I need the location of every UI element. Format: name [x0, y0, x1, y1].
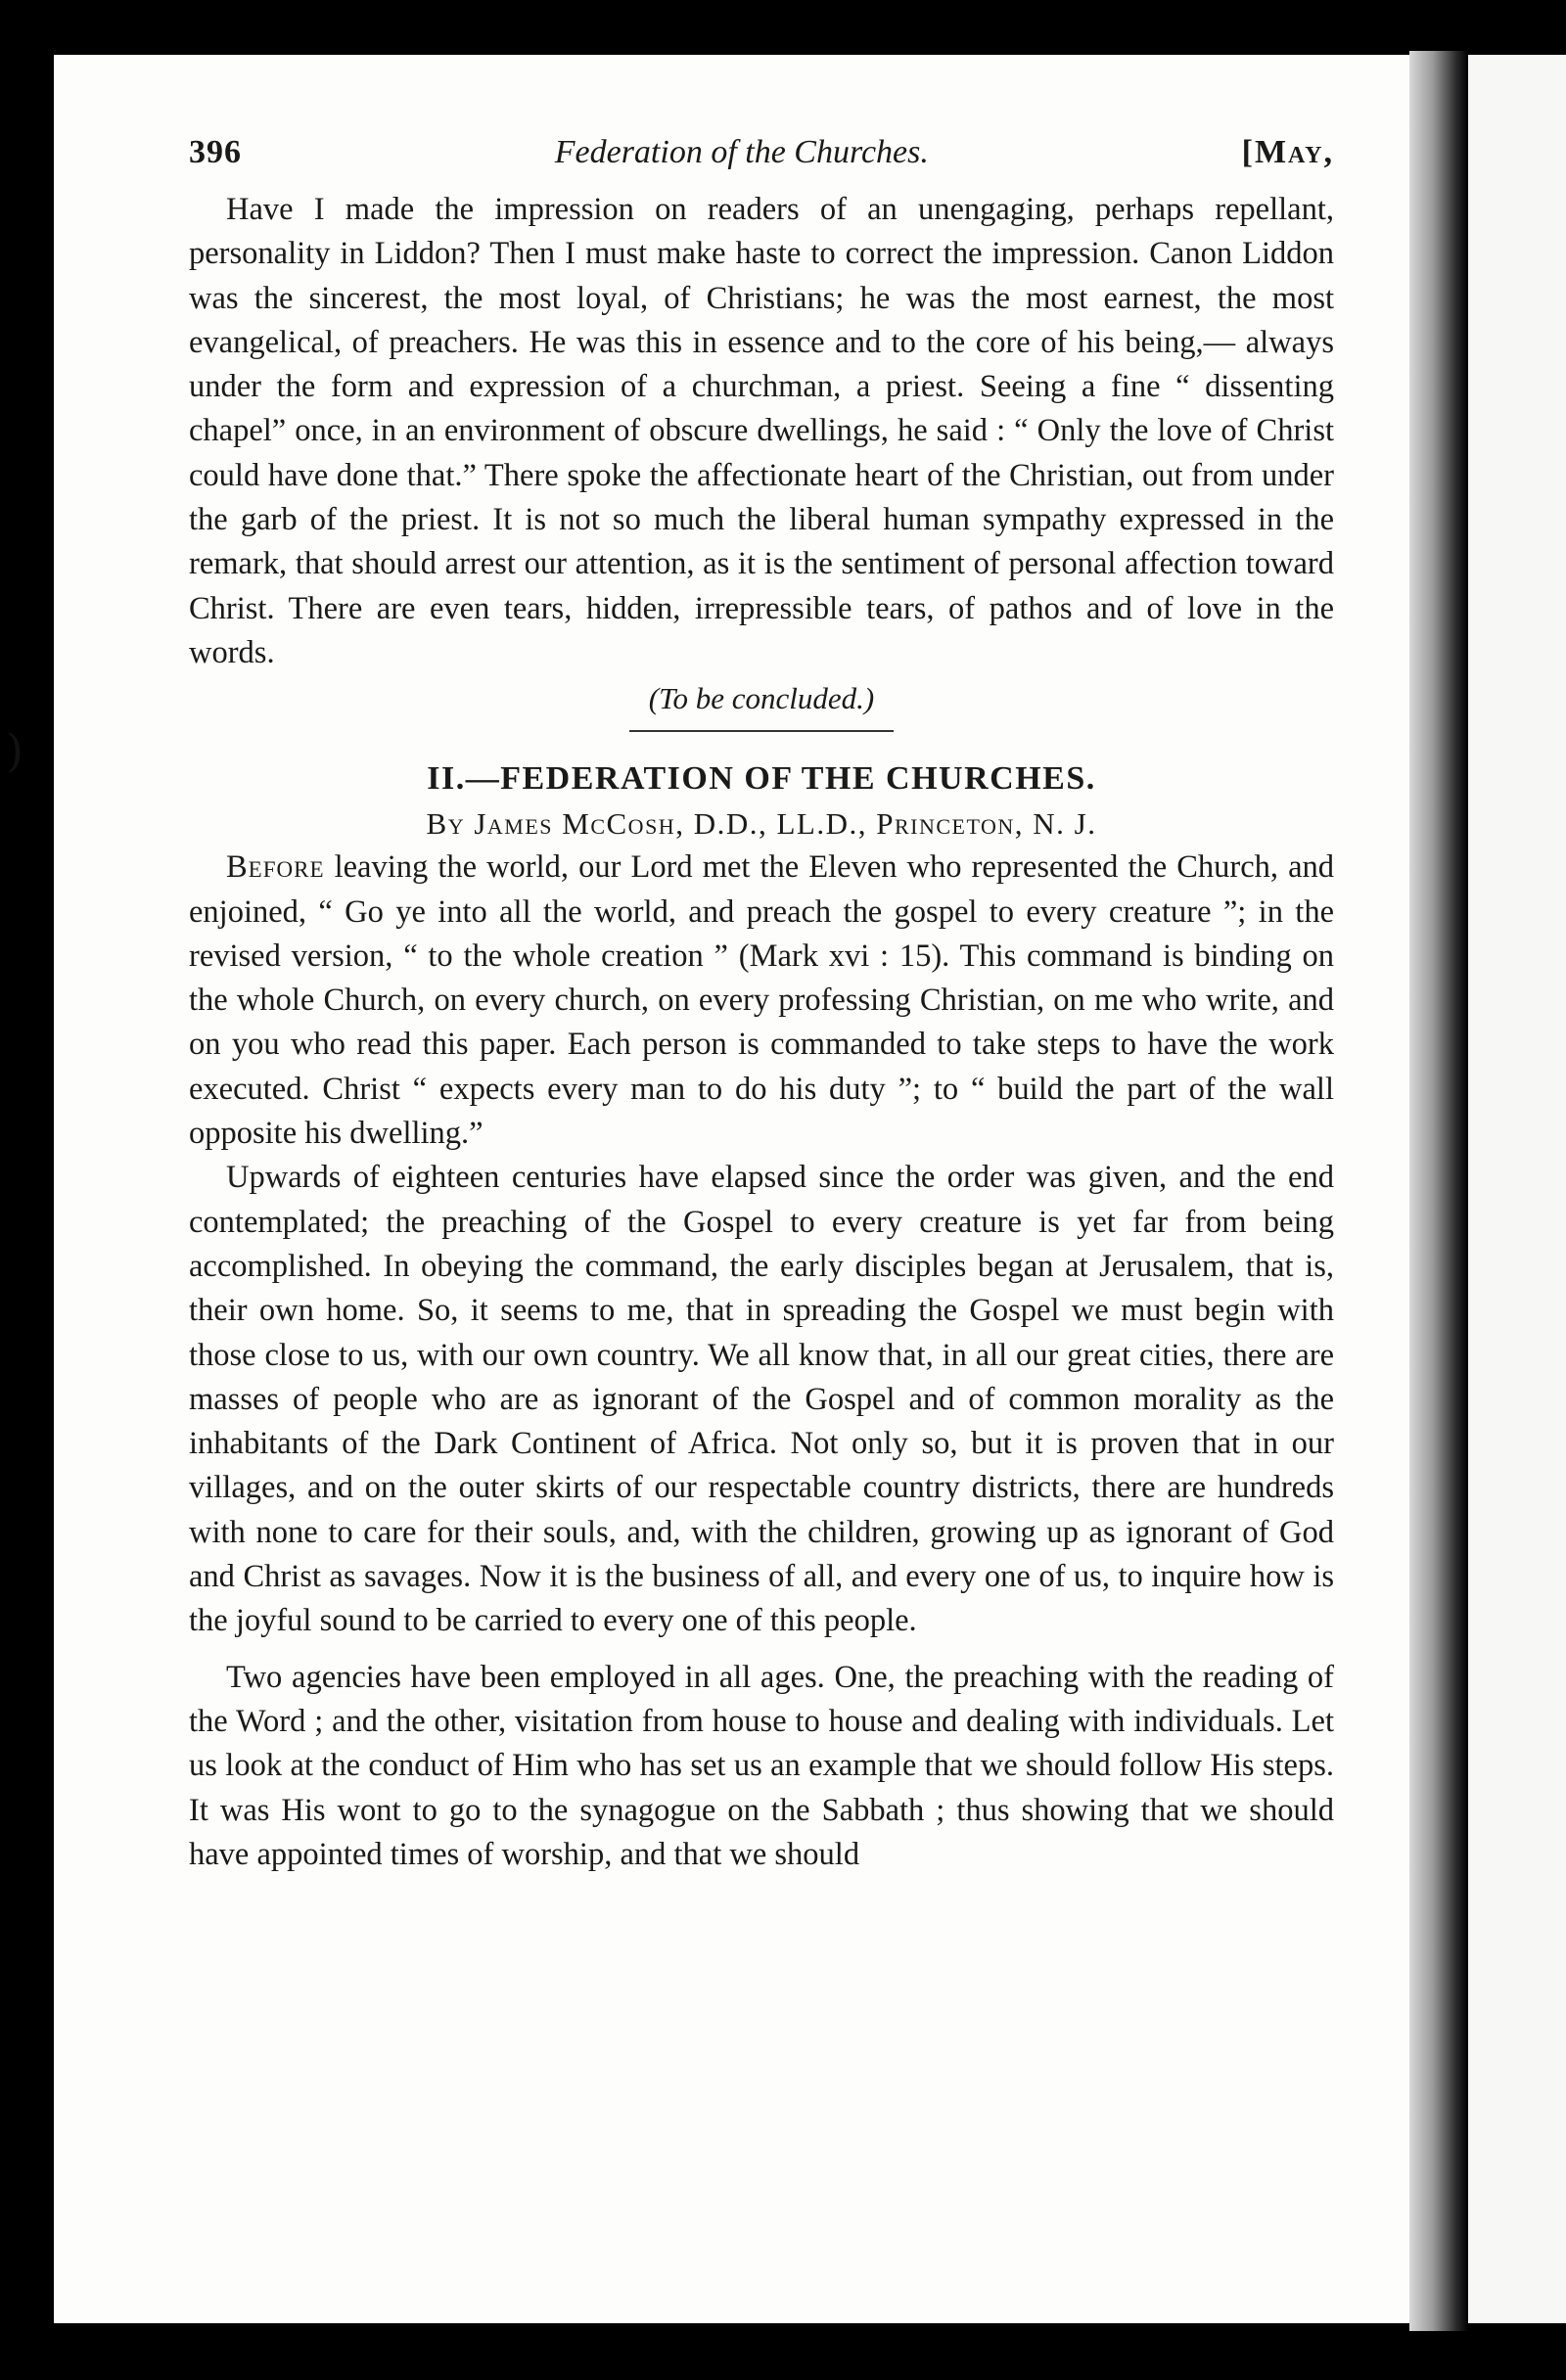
- running-title: Federation of the Churches.: [554, 134, 929, 170]
- paragraph-agencies: Two agencies have been employed in all ages. One, the preaching with the reading of the Word ; and the other, visitation from house to house and dealing with individuals. Let us look at the conduct of Him who has set us an example that we should follow His steps. It was His wont to go to the synagogue on the Sabbath ; thus showing that we should have appointed times of worship, and that we should: [189, 1659, 1334, 1872]
- lead-word: Before: [226, 849, 325, 886]
- margin-mark: ): [6, 724, 23, 777]
- page-number: 396: [189, 134, 242, 170]
- to-be-concluded-note: (To be concluded.): [648, 681, 875, 716]
- section-divider: [629, 730, 894, 732]
- paragraph-intro: [189, 846, 1334, 1156]
- page-gutter-shadow: [1409, 51, 1468, 2331]
- author-byline: By James McCosh, D.D., LL.D., Princeton, N. J.: [426, 806, 1097, 842]
- adjacent-page-edge: [1468, 55, 1566, 2323]
- running-month: [May,: [1241, 134, 1334, 170]
- section-title: II.—FEDERATION OF THE CHURCHES.: [427, 760, 1096, 798]
- paragraph-liddon: Have I made the impression on readers of an unengaging, perhaps repellant, personality in Liddon? Then I must make haste to correct the impression. Canon Liddon was the sincerest, the most loyal, of Christians; he was the most earnest, the most evangelical, of preachers. He was this in essence and to the core of his being,— always under the form and expression of a churchman, a priest. Seeing a fine “ dissenting chapel” once, in an environment of obscure dwellings, he said : “ Only the love of Christ could have done that.” There spoke the affectionate heart of the Christian, out from under the garb of the priest. It is not so much the liberal human sympathy expressed in the remark, that should arrest our attention, as it is the sentiment of personal affection toward Christ. There are even tears, hidden, irrepressible tears, of pathos and of love in the words.: [189, 192, 1334, 670]
- paragraph-intro-text: leaving the world, our Lord met the Eleven who represented the Church, and enjoined, “ Go ye into all the world, and preach the gospel to every creature ”; in the revised version, “ to the whole creation ” (Mark xvi : 15). This command is binding on the whole Church, on every church, on every professing Christian, on me who write, and on you who read this paper. Each person is commanded to take steps to have the work executed. Christ “ expects every man to do his duty ”; to “ build the part of the wall opposite his dwelling.”: [189, 849, 1334, 1152]
- running-head: [189, 127, 1334, 178]
- paragraph-centuries: Upwards of eighteen centuries have elapsed since the order was given, and the end contemplated; the preaching of the Gospel to every creature is yet far from being accomplished. In obeying the command, the early disciples began at Jerusalem, that is, their own home. So, it seems to me, that in spreading the Gospel we must begin with those close to us, with our own country. We all know that, in all our great cities, there are masses of people who are as ignorant of the Gospel and of common morality as the inhabitants of the Dark Continent of Africa. Not only so, but it is proven that in our villages, and on the outer skirts of our respectable country districts, there are hundreds with none to care for their souls, and, with the children, growing up as ignorant of God and Christ as savages. Now it is the business of all, and every one of us, to inquire how is the joyful sound to be carried to every one of this people.: [189, 1160, 1334, 1639]
- page-text: [189, 127, 1334, 1877]
